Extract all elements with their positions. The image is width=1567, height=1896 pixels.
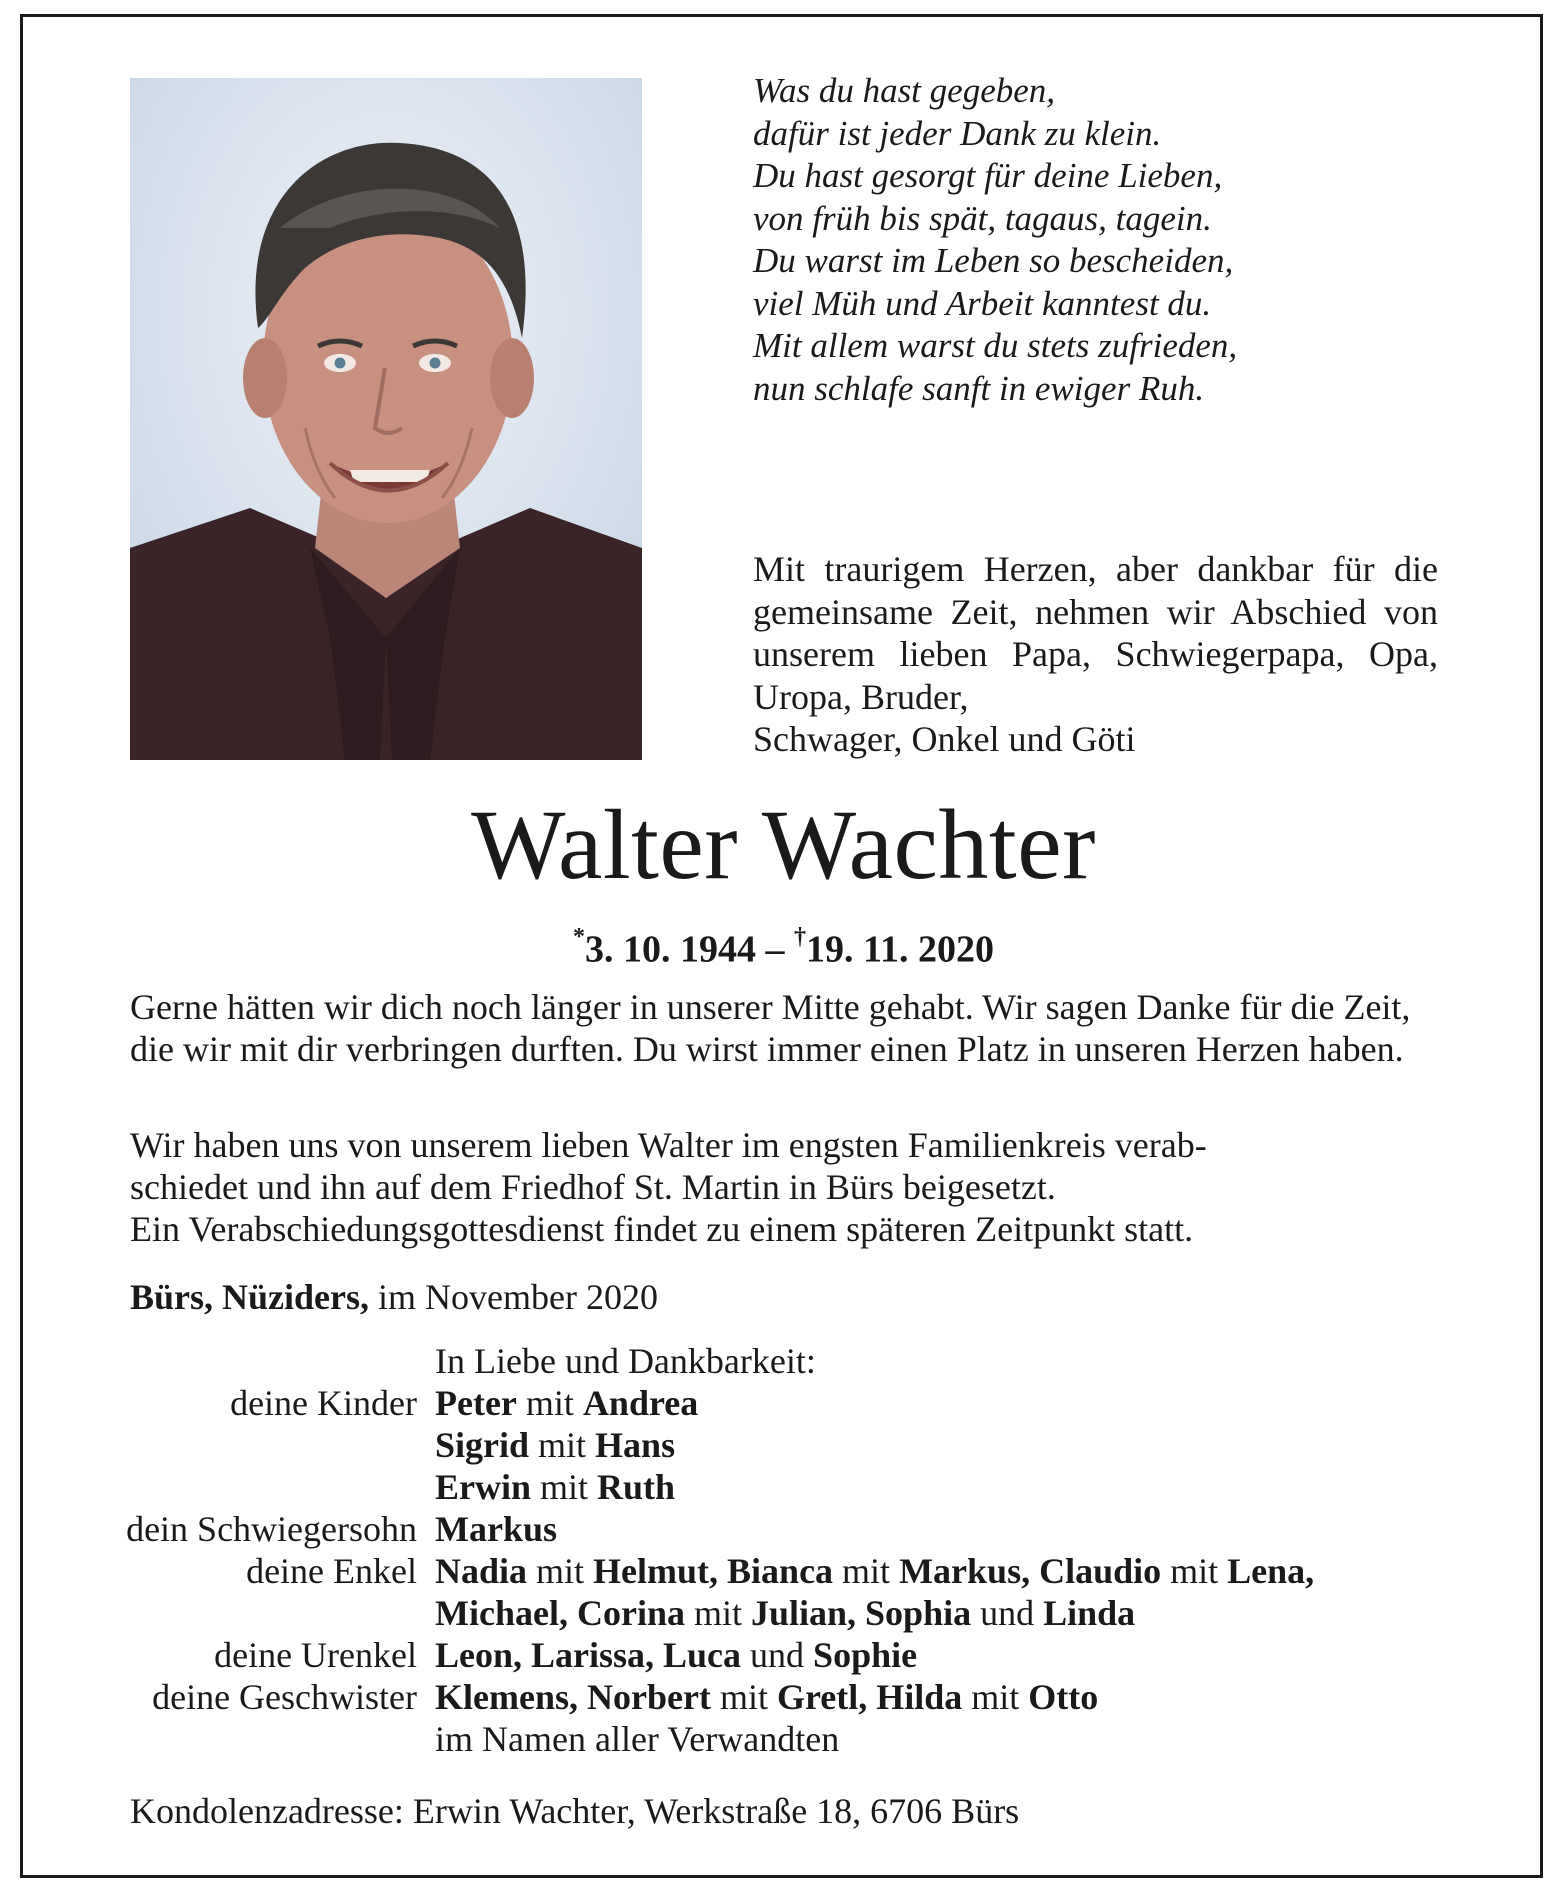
survivor-name: Markus xyxy=(435,1509,558,1549)
life-dates xyxy=(0,918,1567,973)
survivors-heading: In Liebe und Dankbarkeit: xyxy=(435,1341,816,1381)
survivor-name: Sigrid xyxy=(435,1425,530,1465)
survivor-row-kinder: deine Kinder Peter mit Andrea xyxy=(0,1382,1567,1424)
survivor-row-kinder-3: Erwin mit Ruth xyxy=(435,1467,676,1507)
place-towns: Bürs, Nüziders, xyxy=(130,1277,370,1317)
survivors-list xyxy=(0,1340,1567,1760)
intro-main: Mit traurigem Herzen, aber dankbar für die gemeinsame Zeit, nehmen wir Abschied von unserem lieben Papa, Schwiegerpapa, Opa, Uropa, Bruder, xyxy=(753,549,1438,717)
survivor-row-enkel-2: Michael, Corina mit Julian, Sophia und Linda xyxy=(435,1593,1136,1633)
deceased-name: Walter Wachter xyxy=(471,789,1096,900)
survivors-heading-row xyxy=(0,1340,1567,1382)
place-month: im November 2020 xyxy=(369,1277,658,1317)
relatives-note: im Namen aller Verwandten xyxy=(435,1719,840,1759)
survivor-row-urenkel: deine Urenkel Leon, Larissa, Luca und Sophie xyxy=(0,1634,1567,1676)
poem-line: Du warst im Leben so bescheiden, xyxy=(753,241,1234,280)
survivor-row-kinder-2: Sigrid mit Hans xyxy=(435,1425,676,1465)
paragraph-burial-line-1: Wir haben uns von unserem lieben Walter im engsten Familienkreis verab- xyxy=(130,1125,1207,1165)
birth-date: 3. 10. 1944 xyxy=(585,928,757,971)
survivor-name: Peter xyxy=(435,1383,517,1423)
poem-line: von früh bis spät, tagaus, tagein. xyxy=(753,198,1212,238)
poem-line: dafür ist jeder Dank zu klein. xyxy=(753,113,1162,153)
paragraph-burial-line-2: schiedet und ihn auf dem Friedhof St. Martin in Bürs beigesetzt. xyxy=(130,1167,1056,1207)
poem-line: Du hast gesorgt für deine Lieben, xyxy=(753,156,1223,195)
survivor-row-verwandte xyxy=(0,1718,1567,1760)
death-date: 19. 11. 2020 xyxy=(806,928,994,971)
paragraph-thanks: Gerne hätten wir dich noch länger in unserer Mitte gehabt. Wir sagen Danke für die Zeit, die wir mit dir verbringen durften. Du wirst immer einen Platz in unseren Herzen haben. xyxy=(130,987,1411,1069)
condolence-address: Kondolenzadresse: Erwin Wachter, Werkstraße 18, 6706 Bürs xyxy=(130,1791,1020,1831)
poem-line: Was du hast gegeben, xyxy=(753,71,1056,110)
relation-label: deine Enkel xyxy=(246,1551,417,1591)
portrait-illustration xyxy=(130,78,642,760)
intro-text xyxy=(753,548,1438,761)
intro-last-line: Schwager, Onkel und Göti xyxy=(753,719,1136,759)
survivor-name: Ruth xyxy=(597,1467,676,1507)
poem-line: Mit allem warst du stets zufrieden, xyxy=(753,326,1238,365)
death-symbol: † xyxy=(794,924,807,950)
survivor-row-enkel: deine Enkel Nadia mit Helmut, Bianca mit Markus, Claudio mit Lena, xyxy=(0,1550,1567,1592)
survivor-row-geschwister: deine Geschwister Klemens, Norbert mit Gretl, Hilda mit Otto xyxy=(0,1676,1567,1718)
portrait-photo xyxy=(130,78,642,760)
relation-label: deine Geschwister xyxy=(152,1677,417,1717)
relation-label: deine Kinder xyxy=(230,1383,417,1423)
survivor-name: Hans xyxy=(595,1425,676,1465)
survivor-row-schwiegersohn xyxy=(0,1508,1567,1550)
relation-label: dein Schwiegersohn xyxy=(126,1509,417,1549)
poem-line: viel Müh und Arbeit kanntest du. xyxy=(753,283,1212,323)
place-date-line xyxy=(130,1276,658,1318)
relation-label: deine Urenkel xyxy=(214,1635,417,1675)
birth-symbol: * xyxy=(573,924,586,950)
poem xyxy=(753,70,1473,410)
paragraph-service: Ein Verabschiedungsgottesdienst findet zu einem späteren Zeitpunkt statt. xyxy=(130,1209,1194,1249)
survivor-name: Erwin xyxy=(435,1467,532,1507)
survivor-name: Andrea xyxy=(582,1383,699,1423)
poem-line: nun schlafe sanft in ewiger Ruh. xyxy=(753,368,1205,408)
date-separator: – xyxy=(756,928,795,971)
